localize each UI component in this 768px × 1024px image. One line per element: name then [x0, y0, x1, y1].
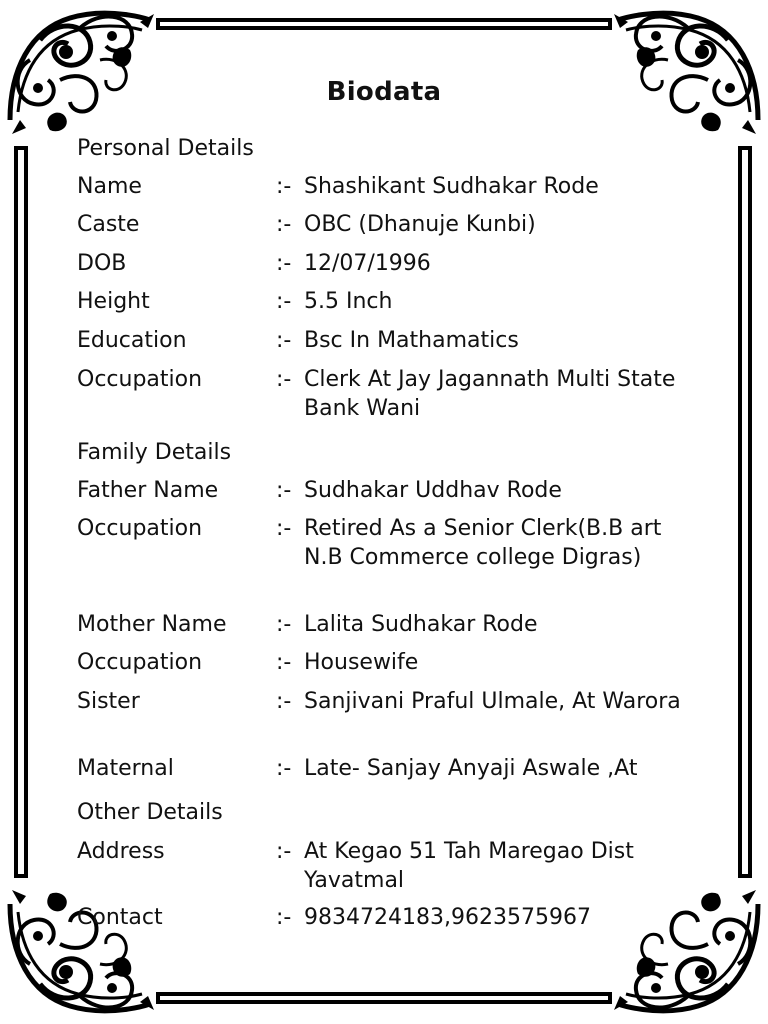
separator: :-	[276, 289, 292, 314]
field-label: Height	[77, 289, 150, 314]
field-value: At Kegao 51 Tah Maregao Dist Yavatmal	[304, 839, 634, 893]
field-label: Occupation	[77, 516, 203, 541]
separator: :-	[276, 328, 292, 353]
separator: :-	[276, 212, 292, 237]
field-label: Caste	[77, 212, 140, 237]
field-value: Sanjivani Praful Ulmale, At Warora	[304, 689, 681, 714]
row-name	[77, 172, 697, 201]
separator: :-	[276, 689, 292, 714]
field-value: Bsc In Mathamatics	[304, 328, 519, 353]
row-caste	[77, 210, 697, 239]
separator: :-	[276, 367, 292, 392]
separator: :-	[276, 756, 292, 781]
row-height	[77, 287, 697, 316]
row-education	[77, 326, 697, 355]
section-heading-other: Other Details	[77, 800, 223, 825]
corner-ornament-top-left	[10, 13, 154, 134]
page-title: Biodata	[326, 77, 442, 107]
separator: :-	[276, 516, 292, 541]
separator: :-	[276, 905, 292, 930]
separator: :-	[276, 650, 292, 675]
separator: :-	[276, 612, 292, 637]
field-value: Clerk At Jay Jagannath Multi State Bank Wani	[304, 367, 676, 421]
row-mother-name	[77, 610, 697, 639]
row-maternal	[77, 754, 697, 783]
field-value: Housewife	[304, 650, 419, 675]
row-occupation	[77, 365, 697, 421]
field-label: Mother Name	[77, 612, 227, 637]
section-heading-family: Family Details	[77, 440, 232, 465]
field-value: 9834724183,9623575967	[304, 905, 591, 930]
field-label: Name	[77, 174, 142, 199]
row-father-name	[77, 476, 697, 505]
separator: :-	[276, 839, 292, 864]
field-value: Retired As a Senior Clerk(B.B art N.B Commerce college Digras)	[304, 516, 662, 570]
field-value: Shashikant Sudhakar Rode	[304, 174, 599, 199]
field-label: Occupation	[77, 367, 203, 392]
field-label: Address	[77, 839, 165, 864]
field-value: OBC (Dhanuje Kunbi)	[304, 212, 536, 237]
row-dob	[77, 249, 697, 278]
field-value: 12/07/1996	[304, 251, 431, 276]
field-label: Education	[77, 328, 187, 353]
field-label: Occupation	[77, 650, 203, 675]
row-address	[77, 837, 697, 893]
section-heading-personal: Personal Details	[77, 136, 254, 161]
field-label: DOB	[77, 251, 127, 276]
field-label: Sister	[77, 689, 140, 714]
row-sister	[77, 687, 697, 716]
separator: :-	[276, 478, 292, 503]
field-label: Father Name	[77, 478, 219, 503]
row-contact	[77, 903, 697, 932]
field-label: Contact	[77, 905, 163, 930]
field-value: Sudhakar Uddhav Rode	[304, 478, 562, 503]
separator: :-	[276, 251, 292, 276]
separator: :-	[276, 174, 292, 199]
field-label: Maternal	[77, 756, 174, 781]
corner-ornament-top-right	[614, 13, 758, 134]
field-value: Late- Sanjay Anyaji Aswale ,At	[304, 756, 638, 781]
row-mother-occupation	[77, 648, 697, 677]
field-value: Lalita Sudhakar Rode	[304, 612, 538, 637]
row-father-occupation	[77, 514, 697, 570]
field-value: 5.5 Inch	[304, 289, 393, 314]
